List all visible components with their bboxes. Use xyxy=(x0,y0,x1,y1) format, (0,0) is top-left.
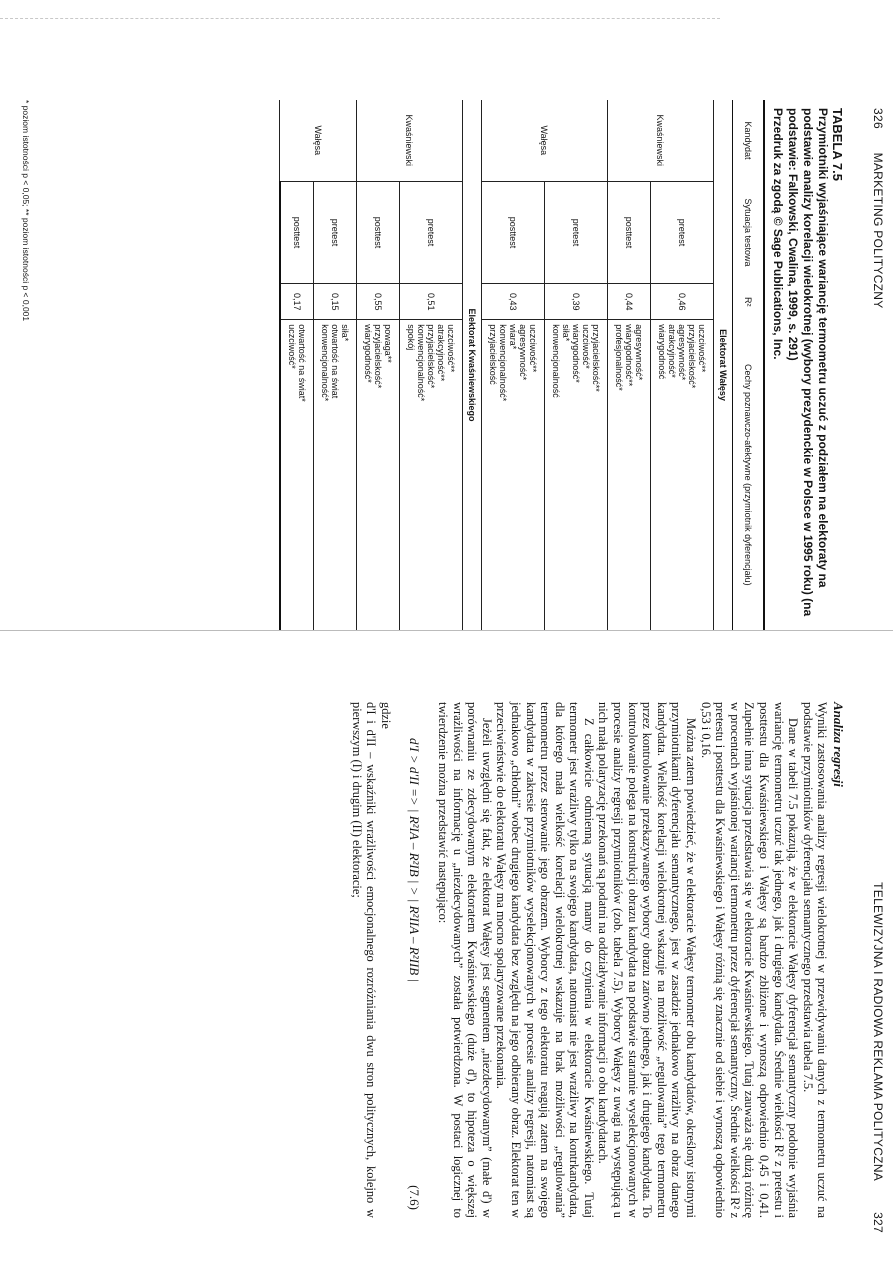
paragraph: Można zatem powiedzieć, że w elektoracie Wałęsy termometr obu kandydatów, określony istotnymi przymiotnikami dyferencjału semantycznego, jest w zasadzie jednakowo wrażliwy na obraz danego kandydata. Wielkość korelacji wielokrotnej wskazuje na możliwość „regulowania” tego termometru przez kontrolowanie przekazywanego wyborcy obrazu zarówno jednego, jak i drugiego kandydata. To kontrolowanie polega na konstrukcji obrazu kandydata na podstawie starannie wyselekcjonowanych w procesie analizy regresji przymiotników (zob. tabela 7.5). Wyborcy Wałęsy z uwagi na występującą u nich małą polaryzację przekonań są podatni na oddziaływanie informacji o obu kandydatach. xyxy=(596,702,699,1218)
trait-item: wiara* xyxy=(508,324,518,350)
left-running-head xyxy=(871,108,885,329)
trait-item: atrakcyjność** xyxy=(436,324,446,382)
cell-situation: posttest xyxy=(482,181,545,284)
trait-item: profesjonalność* xyxy=(614,324,624,391)
table-row xyxy=(545,100,608,630)
table-body xyxy=(280,100,733,630)
section-heading: Analiza regresji xyxy=(831,702,846,787)
paragraph: Jeżeli uwzględni się fakt, że elektorat Wałęsy jest segmentem „niezdecydowanym” (małe d') w porównaniu ze zdecydowanym elektoratem Kwaśniewskiego (duże d'), to hipoteza o większej wrażliwości na informację u „niezdecydowanych” została potwierdzona. W postaci logicznej to twierdzenie można przedstawić następująco: xyxy=(435,702,494,1218)
table-number: TABELA 7.5 xyxy=(830,108,845,181)
table-footnote: * poziom istotności p < 0,05; ** poziom istotności p < 0,001 xyxy=(21,100,31,322)
right-running-head xyxy=(871,854,885,1233)
table-caption-text: Przymiotniki wyjaśniające wariancję termometru uczuć z podziałem na elektoraty na podstawie analizy korelacji wielokrotnej (wybory prezydenckie w Polsce w 1995 roku) (na podstawie: Falkowski, Cwalina, 1999, s. 291) xyxy=(786,108,830,617)
where-label: gdzie xyxy=(378,702,393,729)
paragraph: Z całkowicie odmienną sytuacją mamy do czynienia w elektoracie Kwaśniewskiego. Tutaj termometr jest wrażliwy tylko na swojego kandydata, natomiast nie jest wrażliwy na kontrkandydata, dla którego mała wielkość korelacji wielokrotnej wskazuje na brak możliwości „regulowania” termometru przez sterowanie jego obrazem. Wyborcy z tego elektoratu reagują zatem na swojego kandydata w zakresie przymiotników wyselekcjonowanych w procesie analizy regresji, natomiast są jednakowo „chłodni” wobec drugiego kandydata bez względu na jego odbierany obraz. Elektorat ten w przeciwieństwie do elektoratu Wałęsy ma mocno spolaryzowane przekonania. xyxy=(494,702,596,1218)
trait-item: konwencjonalność* xyxy=(498,324,508,402)
cell-r2: 0,43 xyxy=(482,284,545,320)
trait-item: konwencjonalność* xyxy=(320,324,330,402)
section-row xyxy=(463,100,482,630)
table-reprint-note: Przedruk za zgodą © Sage Publications, Inc. xyxy=(771,108,785,360)
table-header-row xyxy=(733,100,765,630)
trait-item: uczciwość** xyxy=(697,324,707,373)
cell-traits xyxy=(651,320,714,630)
trait-item: uczciwość* xyxy=(287,324,297,369)
equation-block xyxy=(407,738,422,1218)
cell-r2: 0,17 xyxy=(280,284,314,320)
cell-traits xyxy=(357,320,400,630)
trait-item: siła* xyxy=(340,324,350,342)
cell-situation: pretest xyxy=(651,181,714,284)
cell-traits xyxy=(280,320,314,630)
paragraph: Wyniki zastosowania analizy regresji wielokrotnej w przewidywaniu danych z termometru uczuć na podstawie przymiotników dyferencjału semantycznego przedstawia tabela 7.5. xyxy=(800,702,830,1218)
left-running-title: MARKETING POLITYCZNY xyxy=(871,152,885,309)
trait-item: przyjacielskość* xyxy=(426,324,436,389)
right-running-title: TELEWIZYJNA I RADIOWA REKLAMA POLITYCZNA xyxy=(871,882,885,1181)
cell-situation: posttest xyxy=(357,181,400,284)
trait-item: konwencjonalność xyxy=(551,324,561,398)
cell-traits xyxy=(608,320,651,630)
trait-item: przyjacielskość* xyxy=(373,324,383,389)
cell-traits xyxy=(482,320,545,630)
paragraph: Dane w tabeli 7.5 pokazują, że w elektoracie Wałęsy dyferencjał semantyczny podobnie wyjaśnia wariancję termometru uczuć tak jednego, jak i drugiego kandydata. Średnie wielkości R² z pretestu i posttestu dla Kwaśniewskiego i Wałęsy są bardzo zbliżone i wynoszą odpowiednio 0,45 i 0,41. Zupełnie inna sytuacja przedstawia się w elektoracie Kwaśniewskiego. Tutaj zauważa się dużą różnicę w procentach wyjaśnionej wariancji termometru przez dyferencjał semantyczny. Średnie wielkości R² z pretestu i posttestu dla Kwaśniewskiego i Wałęsy różnią się znacznie od siebie i wynoszą odpowiednio 0,53 i 0,16. xyxy=(698,702,801,1218)
table-row xyxy=(400,100,463,630)
cell-traits xyxy=(545,320,608,630)
definition: d'I i d'II – wskaźniki wrażliwości emocjonalnego rozróżniania dwu stron politycznych, kolejno w pierwszym (I) i drugim (II) elektoracie; xyxy=(349,702,379,1218)
trait-item: otwartość na świat* xyxy=(297,324,307,402)
trait-item: spokój xyxy=(406,324,416,351)
cell-situation: posttest xyxy=(280,181,314,284)
cell-traits xyxy=(400,320,463,630)
cell-r2: 0,15 xyxy=(314,284,357,320)
header-r2: R² xyxy=(733,284,765,320)
trait-item: powaga** xyxy=(383,324,393,363)
cell-situation: pretest xyxy=(400,181,463,284)
left-page-number: 326 xyxy=(871,108,885,129)
trait-item: siła* xyxy=(561,324,571,342)
cell-r2: 0,39 xyxy=(545,284,608,320)
cell-traits xyxy=(314,320,357,630)
cell-r2: 0,55 xyxy=(357,284,400,320)
header-candidate: Kandydat xyxy=(733,100,765,181)
trait-item: agresywność* xyxy=(518,324,528,381)
trait-item: uczciwość** xyxy=(446,324,456,373)
section-title: Elektorat Kwaśniewskiego xyxy=(463,100,482,630)
section-title: Elektorat Wałęsy xyxy=(714,100,733,630)
data-table xyxy=(279,100,765,630)
cell-candidate: Wałęsa xyxy=(280,100,357,181)
table-row xyxy=(651,100,714,630)
page-gutter xyxy=(0,630,893,631)
cell-candidate: Kwaśniewski xyxy=(357,100,463,181)
trait-item: agresywność* xyxy=(634,324,644,381)
body-text xyxy=(349,702,845,1218)
trait-item: konwencjonalność* xyxy=(416,324,426,402)
trait-item: przyjacielskość* xyxy=(687,324,697,389)
equation-number: (7.6) xyxy=(407,1185,423,1210)
table-caption xyxy=(770,108,845,628)
equation: d'I > d'II => | R²IA – R²IB | > | R²IIA – R²IIB | xyxy=(407,738,423,983)
header-situation: Sytuacja testowa xyxy=(733,181,765,284)
cell-situation: posttest xyxy=(608,181,651,284)
header-traits: Cechy poznawczo-afektywne (przymiotnik dyferencjału) xyxy=(733,320,765,630)
trait-item: przyjacielskość xyxy=(488,324,498,385)
cell-r2: 0,44 xyxy=(608,284,651,320)
trait-item: wiarygodność** xyxy=(624,324,634,387)
trait-item: uczciwość* xyxy=(581,324,591,369)
section-row xyxy=(714,100,733,630)
trait-item: wiarygodność* xyxy=(363,324,373,383)
trait-item: przyjacielskość** xyxy=(591,324,601,392)
trait-item: wiarygodność xyxy=(657,324,667,380)
trait-item: agresywność* xyxy=(677,324,687,381)
trait-item: uczciwość** xyxy=(528,324,538,373)
cell-situation: pretest xyxy=(314,181,357,284)
cell-candidate: Kwaśniewski xyxy=(608,100,714,181)
cell-r2: 0,46 xyxy=(651,284,714,320)
cell-situation: pretest xyxy=(545,181,608,284)
table-row xyxy=(314,100,357,630)
trait-item: otwartość na świat xyxy=(330,324,340,399)
trait-item: atrakcyjność* xyxy=(667,324,677,378)
cell-r2: 0,51 xyxy=(400,284,463,320)
cell-candidate: Wałęsa xyxy=(482,100,608,181)
right-page-number: 327 xyxy=(871,1212,885,1233)
trait-item: wiarygodność* xyxy=(571,324,581,383)
